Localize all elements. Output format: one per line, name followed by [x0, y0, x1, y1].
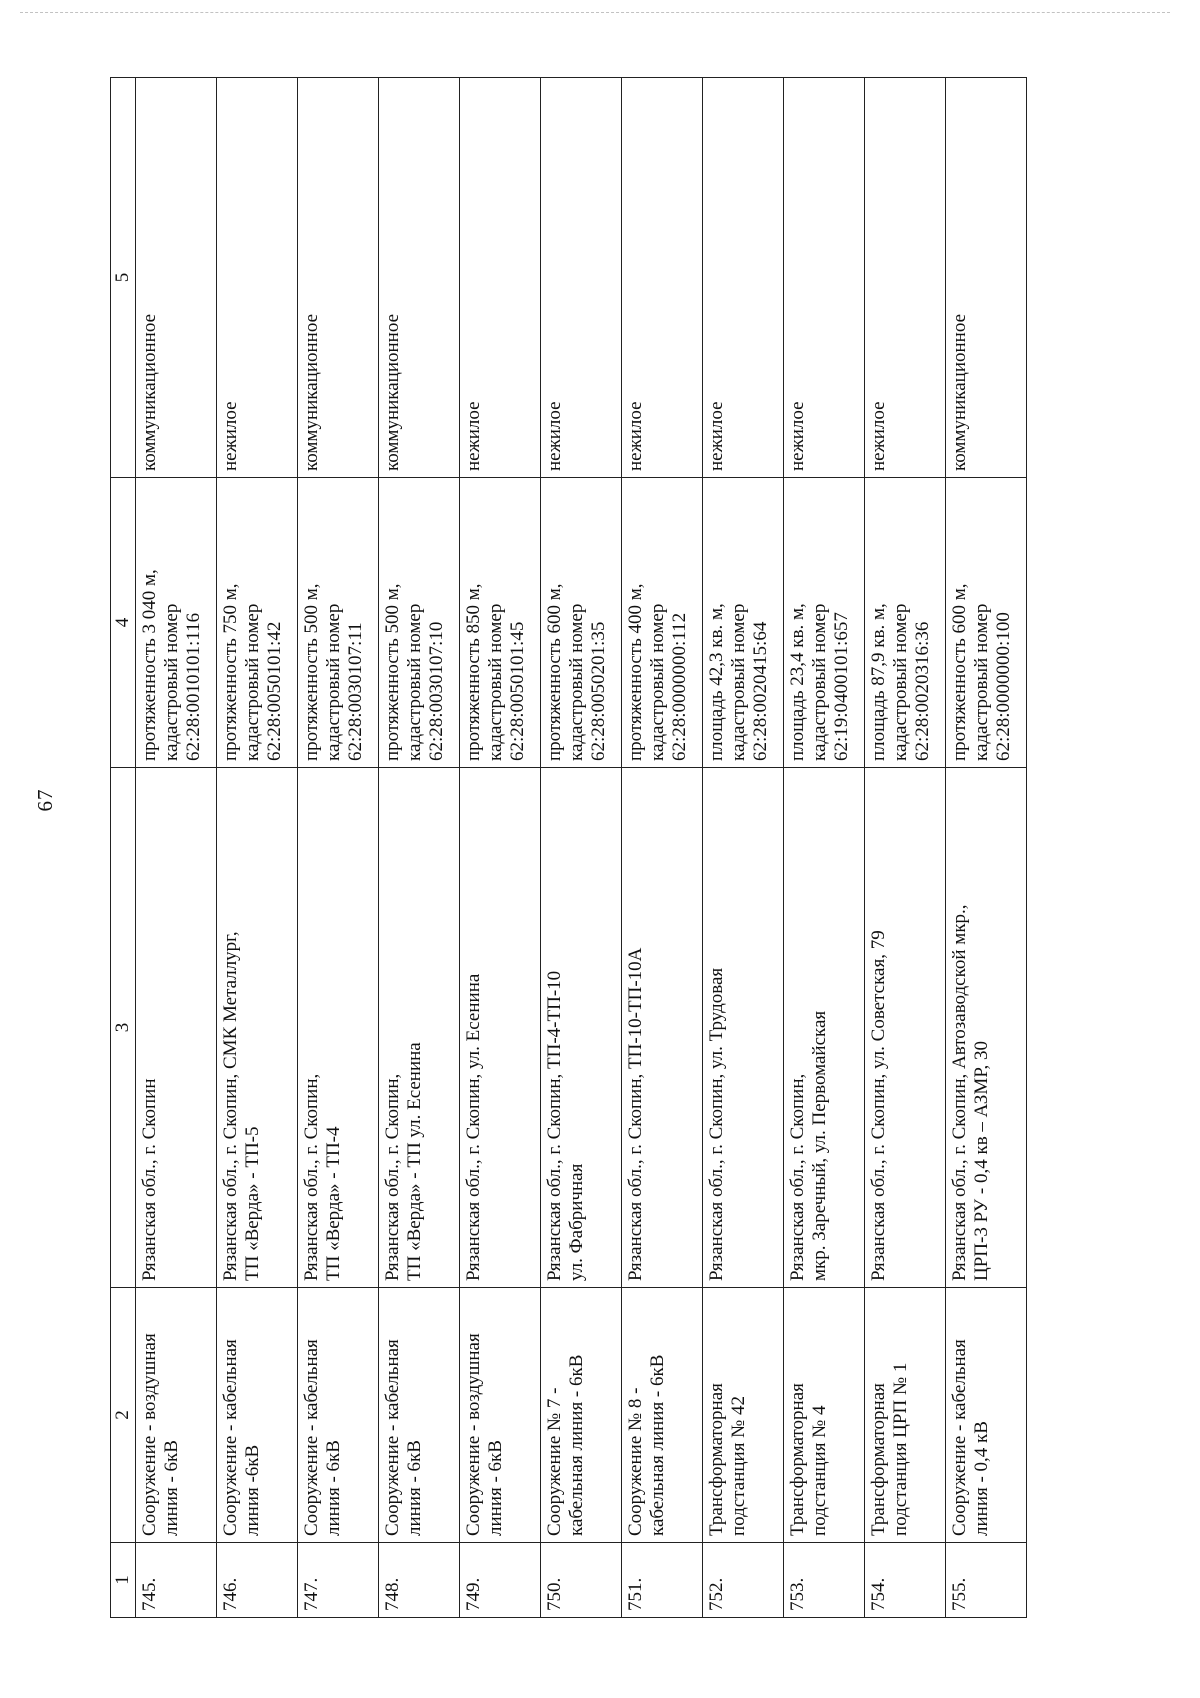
object-address-line: Рязанская обл., г. Скопин, ул. Советская, 79 [868, 930, 889, 1281]
object-address [136, 768, 217, 1288]
header-col-5: 5 [111, 78, 136, 478]
object-name-line: подстанция № 4 [809, 1405, 830, 1536]
object-address [784, 768, 865, 1288]
object-specs [703, 478, 784, 768]
object-specs-line: протяженность 600 м, [544, 583, 565, 761]
object-specs-line: кадастровый номер [566, 603, 587, 761]
object-specs [541, 478, 622, 768]
header-col-3: 3 [111, 768, 136, 1288]
object-specs-line: площадь 87,9 кв. м, [868, 603, 889, 761]
row-number: 752. [703, 1543, 784, 1618]
table-row [298, 78, 379, 1618]
object-specs-line: кадастровый номер [161, 603, 182, 761]
header-row [111, 78, 136, 1618]
object-specs [946, 478, 1027, 768]
object-specs-line: кадастровый номер [890, 603, 911, 761]
object-address-line: Рязанская обл., г. Скопин, СМК Металлург, [220, 931, 241, 1281]
object-name [298, 1288, 379, 1543]
scan-edge [20, 12, 1170, 21]
object-specs-line: 62:28:0050101:42 [264, 621, 285, 761]
row-number: 745. [136, 1543, 217, 1618]
table-row [379, 78, 460, 1618]
rotated-table-frame [110, 78, 1060, 1618]
object-purpose: коммуникационное [298, 78, 379, 478]
object-address-line: Рязанская обл., г. Скопин, [382, 1073, 403, 1281]
object-specs-line: 62:19:0400101:657 [831, 612, 852, 761]
object-specs-line: кадастровый номер [647, 603, 668, 761]
object-address-line: мкр. Заречный, ул. Первомайская [809, 1010, 830, 1281]
object-specs-line: протяженность 500 м, [301, 583, 322, 761]
object-specs-line: 62:28:0030107:11 [345, 622, 366, 761]
object-address-line: ул. Фабричная [566, 1163, 587, 1281]
object-name [946, 1288, 1027, 1543]
table-row [784, 78, 865, 1618]
object-specs-line: 62:28:0020415:64 [750, 621, 771, 761]
object-name [460, 1288, 541, 1543]
object-specs-line: протяженность 750 м, [220, 583, 241, 761]
object-name-line: Сооружение - кабельная [301, 1339, 322, 1536]
object-address-line: ТП «Верда» - ТП-4 [323, 1126, 344, 1281]
object-specs-line: кадастровый номер [485, 603, 506, 761]
object-address-line: ТП «Верда» - ТП-5 [242, 1126, 263, 1281]
table-body [136, 78, 1027, 1618]
object-purpose: нежилое [622, 78, 703, 478]
object-name-line: Сооружение № 8 - [625, 1387, 646, 1536]
row-number: 751. [622, 1543, 703, 1618]
table-header [111, 78, 136, 1618]
object-specs-line: 62:28:0050201:35 [588, 621, 609, 761]
object-address [703, 768, 784, 1288]
object-purpose: нежилое [460, 78, 541, 478]
object-purpose: нежилое [784, 78, 865, 478]
object-name-line: линия - 6кВ [161, 1440, 182, 1536]
object-specs-line: протяженность 400 м, [625, 583, 646, 761]
object-specs-line: кадастровый номер [809, 603, 830, 761]
object-address [541, 768, 622, 1288]
object-specs [298, 478, 379, 768]
object-specs [217, 478, 298, 768]
object-specs-line: 62:28:0020316:36 [912, 621, 933, 761]
object-name-line: кабельная линия - 6кВ [566, 1354, 587, 1536]
object-name [136, 1288, 217, 1543]
header-col-1: 1 [111, 1543, 136, 1618]
object-specs-line: протяженность 850 м, [463, 583, 484, 761]
object-name [865, 1288, 946, 1543]
object-name [217, 1288, 298, 1543]
table-row [217, 78, 298, 1618]
object-address-line: Рязанская обл., г. Скопин, Автозаводской мкр., [949, 904, 970, 1281]
object-purpose: нежилое [703, 78, 784, 478]
object-name-line: линия - 6кВ [323, 1440, 344, 1536]
object-address [217, 768, 298, 1288]
object-specs-line: кадастровый номер [971, 603, 992, 761]
object-name-line: Сооружение № 7 - [544, 1387, 565, 1536]
object-name-line: Трансформаторная [787, 1383, 808, 1536]
object-address-line: Рязанская обл., г. Скопин, [301, 1073, 322, 1281]
row-number: 747. [298, 1543, 379, 1618]
table-row [541, 78, 622, 1618]
object-specs-line: кадастровый номер [323, 603, 344, 761]
object-name-line: линия - 6кВ [485, 1440, 506, 1536]
object-address-line: Рязанская обл., г. Скопин, ул. Есенина [463, 973, 484, 1281]
object-address-line: ТП «Верда» - ТП ул. Есенина [404, 1042, 425, 1281]
object-name [784, 1288, 865, 1543]
object-purpose: нежилое [865, 78, 946, 478]
row-number: 753. [784, 1543, 865, 1618]
object-address-line: Рязанская обл., г. Скопин [139, 1078, 160, 1281]
object-specs-line: 62:28:0000000:112 [669, 612, 690, 761]
object-specs-line: кадастровый номер [404, 603, 425, 761]
object-address [946, 768, 1027, 1288]
object-address [865, 768, 946, 1288]
object-specs-line: площадь 23,4 кв. м, [787, 603, 808, 761]
object-address [379, 768, 460, 1288]
object-address [460, 768, 541, 1288]
row-number: 746. [217, 1543, 298, 1618]
object-specs-line: 62:28:0000000:100 [993, 612, 1014, 761]
object-purpose: коммуникационное [136, 78, 217, 478]
object-specs-line: 62:28:0030107:10 [426, 621, 447, 761]
row-number: 750. [541, 1543, 622, 1618]
object-name-line: кабельная линия - 6кВ [647, 1354, 668, 1536]
row-number: 755. [946, 1543, 1027, 1618]
object-name-line: Трансформаторная [706, 1383, 727, 1536]
table-row [460, 78, 541, 1618]
object-purpose: коммуникационное [946, 78, 1027, 478]
object-specs-line: площадь 42,3 кв. м, [706, 603, 727, 761]
object-specs-line: кадастровый номер [242, 603, 263, 761]
table-row [703, 78, 784, 1618]
object-name-line: подстанция № 42 [728, 1395, 749, 1536]
object-address [622, 768, 703, 1288]
object-name-line: Сооружение - воздушная [139, 1333, 160, 1536]
object-specs [460, 478, 541, 768]
table-row [865, 78, 946, 1618]
row-number: 748. [379, 1543, 460, 1618]
object-purpose: нежилое [541, 78, 622, 478]
object-name-line: линия - 6кВ [404, 1440, 425, 1536]
row-number: 749. [460, 1543, 541, 1618]
header-col-2: 2 [111, 1288, 136, 1543]
object-name-line: Сооружение - кабельная [220, 1339, 241, 1536]
object-purpose: нежилое [217, 78, 298, 478]
object-specs-line: кадастровый номер [728, 603, 749, 761]
table-row [622, 78, 703, 1618]
object-specs [379, 478, 460, 768]
object-specs-line: протяженность 3 040 м, [139, 569, 160, 761]
object-specs [622, 478, 703, 768]
object-name-line: Сооружение - кабельная [949, 1339, 970, 1536]
object-name-line: подстанция ЦРП № 1 [890, 1362, 911, 1536]
object-name-line: Сооружение - воздушная [463, 1333, 484, 1536]
header-col-4: 4 [111, 478, 136, 768]
row-number: 754. [865, 1543, 946, 1618]
object-address-line: Рязанская обл., г. Скопин, [787, 1073, 808, 1281]
object-name-line: линия -6кВ [242, 1444, 263, 1536]
object-specs-line: 62:28:0010101:116 [183, 612, 204, 761]
object-name-line: Трансформаторная [868, 1383, 889, 1536]
object-name [541, 1288, 622, 1543]
object-name [703, 1288, 784, 1543]
table-row [946, 78, 1027, 1618]
object-address-line: ЦРП-3 РУ - 0,4 кв – АЗМР, 30 [971, 1040, 992, 1281]
object-address-line: Рязанская обл., г. Скопин, ТП-4-ТП-10 [544, 970, 565, 1281]
object-address-line: Рязанская обл., г. Скопин, ТП-10-ТП-10А [625, 947, 646, 1281]
object-specs-line: протяженность 600 м, [949, 583, 970, 761]
object-address-line: Рязанская обл., г. Скопин, ул. Трудовая [706, 967, 727, 1281]
object-specs-line: протяженность 500 м, [382, 583, 403, 761]
object-address [298, 768, 379, 1288]
object-specs [865, 478, 946, 768]
table-row [136, 78, 217, 1618]
object-name [622, 1288, 703, 1543]
object-name-line: линия - 0,4 кВ [971, 1421, 992, 1536]
object-specs [784, 478, 865, 768]
object-purpose: коммуникационное [379, 78, 460, 478]
object-specs [136, 478, 217, 768]
object-name-line: Сооружение - кабельная [382, 1339, 403, 1536]
object-name [379, 1288, 460, 1543]
page-number: 67 [33, 788, 57, 812]
object-specs-line: 62:28:0050101:45 [507, 621, 528, 761]
property-registry-table [110, 77, 1027, 1618]
